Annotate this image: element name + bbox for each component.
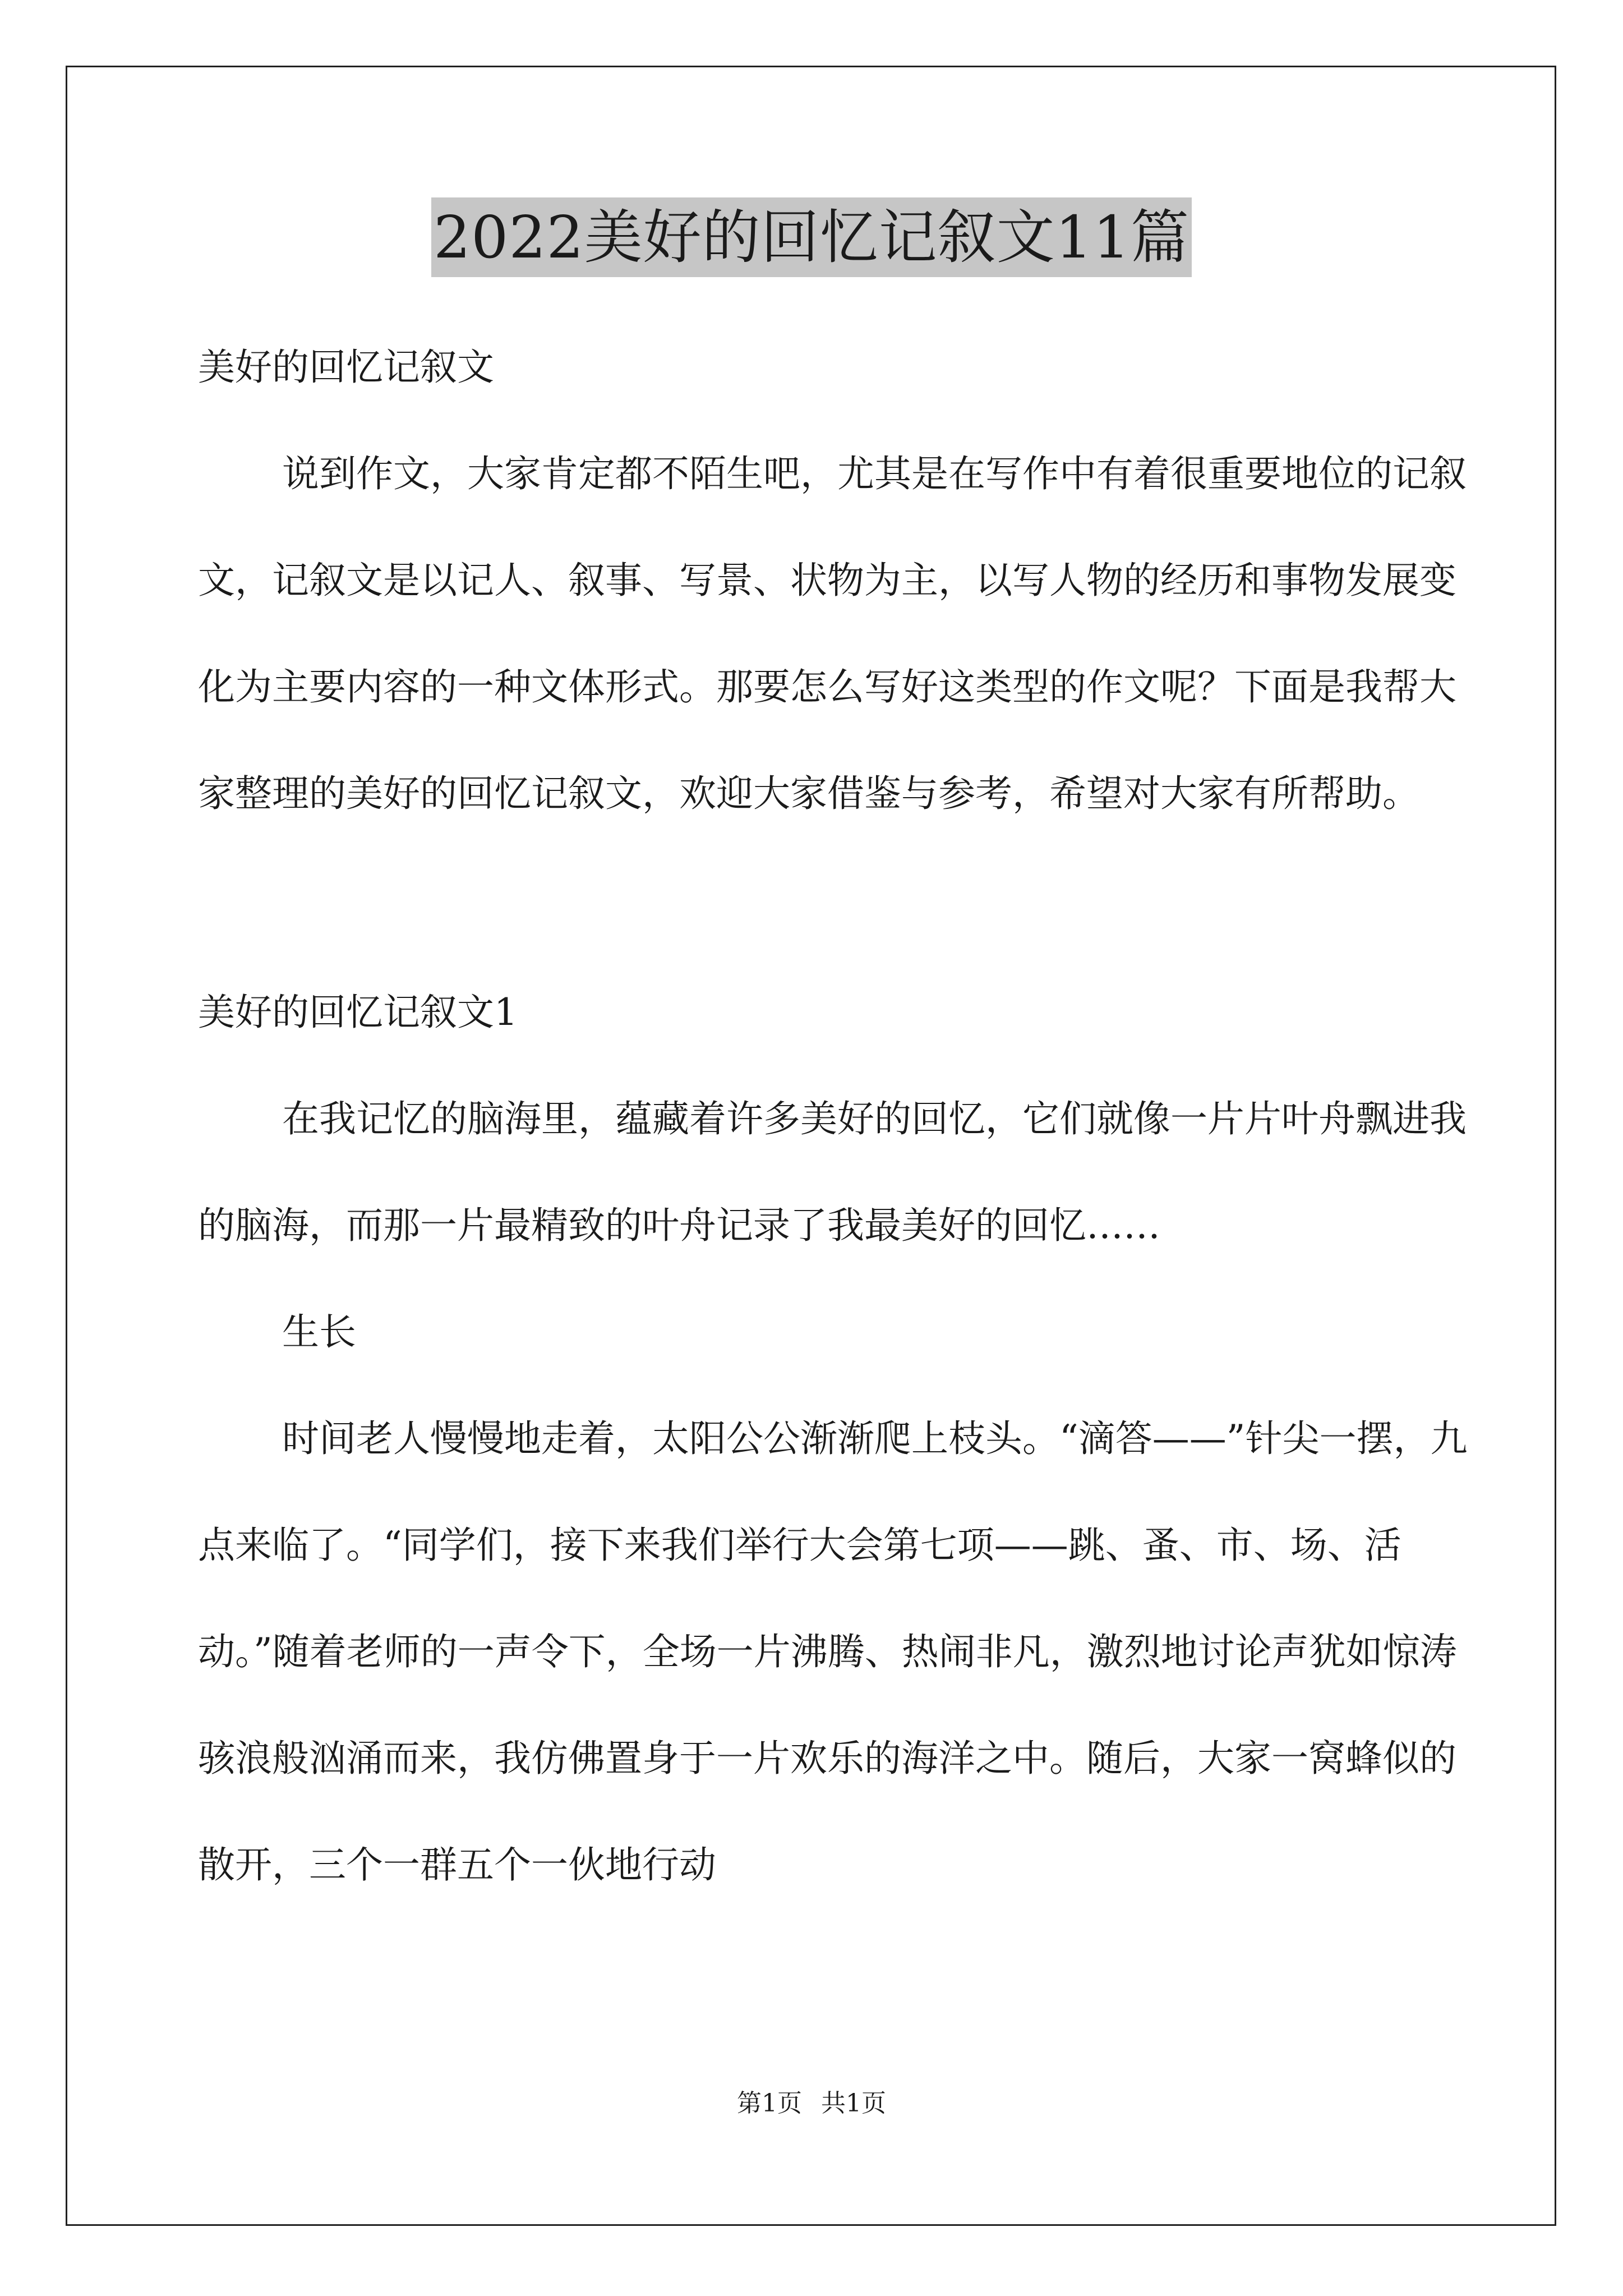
intro-paragraph: 说到作文，大家肯定都不陌生吧，尤其是在写作中有着很重要地位的记叙文，记叙文是以记人、叙事、写景、状物为主，以写人物的经历和事物发展变化为主要内容的一种文体形式。那要怎么写好这类型的作文呢？下面是我帮大家整理的美好的回忆记叙文，欢迎大家借鉴与参考，希望对大家有所帮助。	[198, 452, 1467, 815]
section-spacer	[198, 847, 1482, 959]
section-heading: 美好的回忆记叙文1	[198, 991, 518, 1034]
document-body	[198, 314, 1482, 1918]
title-container	[0, 197, 1623, 277]
subheading: 生长	[282, 1310, 356, 1354]
page-number: 第1页	[737, 2089, 802, 2118]
page-footer	[0, 2087, 1623, 2120]
body-paragraph: 在我记忆的脑海里，蕴藏着许多美好的回忆，它们就像一片片叶舟飘进我的脑海，而那一片最精致的叶舟记录了我最美好的回忆……	[198, 1097, 1467, 1247]
document-title: 2022美好的回忆记叙文11篇	[431, 197, 1192, 277]
body-paragraph: 时间老人慢慢地走着，太阳公公渐渐爬上枝头。“滴答——”针尖一摆，九点来临了。“同学们，接下来我们举行大会第七项——跳、蚤、市、场、活动。”随着老师的一声令下，全场一片沸腾、热闹非凡，激烈地讨论声犹如惊涛骇浪般汹涌而来，我仿佛置身于一片欢乐的海洋之中。随后，大家一窝蜂似的散开，三个一群五个一伙地行动	[198, 1417, 1468, 1887]
section-heading: 美好的回忆记叙文	[198, 346, 494, 389]
page-total: 共1页	[821, 2089, 886, 2118]
